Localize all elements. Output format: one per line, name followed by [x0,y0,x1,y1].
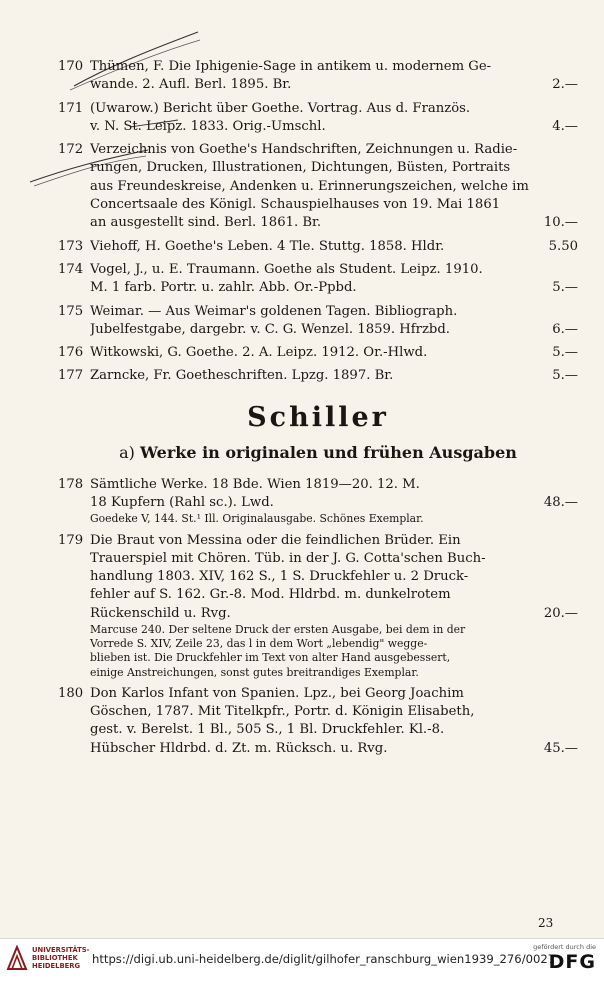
page-url-link[interactable]: https://digi.ub.uni-heidelberg.de/diglit/gilhofer_ranschburg_wien1939_276/0027 [92,952,556,966]
catalog-entry [58,141,578,232]
entry-text: Concertsaale des Königl. Schauspielhauses von 19. Mai 1861 [90,197,501,213]
dfg-caption: gefördert durch die [533,943,596,951]
entry-text: Zarncke, Fr. Goetheschriften. Lpzg. 1897. Br. [90,368,394,384]
entry-line [90,58,578,76]
subsection-heading [58,443,578,462]
catalog-entry [58,532,578,680]
entry-line [90,740,578,758]
catalog-entry [58,344,578,362]
entry-body [90,685,578,758]
entry-number: 174 [58,261,84,277]
schiller-entry-list [58,476,578,758]
entry-text: Sämtliche Werke. 18 Bde. Wien 1819—20. 12. M. [90,476,420,492]
entry-body [90,100,578,137]
entry-text: 18 Kupfern (Rahl sc.). Lwd. [90,495,274,511]
entry-line [90,532,578,550]
entry-number: 172 [58,142,84,158]
entry-line [90,494,578,512]
subsection-title: Werke in originalen und frühen Ausgaben [139,442,517,462]
entry-text: wande. 2. Aufl. Berl. 1895. Br. [90,77,292,93]
entry-line [90,118,578,136]
entry-line [90,261,578,279]
entry-note: blieben ist. Die Druckfehler im Text von alter Hand ausgebessert, [90,651,451,665]
entry-number: 180 [58,685,84,701]
entry-text: gest. v. Berelst. 1 Bl., 505 S., 1 Bl. Druckfehler. Kl.-8. [90,722,445,738]
entry-line [90,586,578,604]
catalog-entry [58,476,578,527]
entry-price: 2.— [552,77,578,93]
entry-number: 178 [58,476,84,492]
entry-line [90,344,578,362]
entry-body [90,141,578,232]
entry-line [90,550,578,568]
dfg-mark: DFG [548,951,596,973]
entry-text: an ausgestellt sind. Berl. 1861. Br. [90,215,322,231]
entry-text: Witkowski, G. Goethe. 2. A. Leipz. 1912. Or.-Hlwd. [90,345,428,361]
entry-line [90,321,578,339]
entry-line [90,100,578,118]
subsection-prefix: a) [119,442,135,462]
entry-line [90,568,578,586]
entry-body [90,58,578,95]
entry-body [90,532,578,680]
entry-text: fehler auf S. 162. Gr.-8. Mod. Hldrbd. m. dunkelrotem [90,587,451,603]
entry-number: 176 [58,345,84,361]
entry-line [90,279,578,297]
entry-body [90,303,578,340]
dfg-logo[interactable] [533,943,596,973]
entry-text: Rückenschild u. Rvg. [90,605,231,621]
catalog-entry [58,367,578,385]
entry-line [90,476,578,494]
entry-line [90,721,578,739]
entries-container [58,58,578,763]
entry-number: 173 [58,238,84,254]
entry-text: handlung 1803. XIV, 162 S., 1 S. Druckfehler u. 2 Druck- [90,569,469,585]
entry-line [90,303,578,321]
entry-text: Die Braut von Messina oder die feindlichen Brüder. Ein [90,532,461,548]
entry-text: Vogel, J., u. E. Traumann. Goethe als Student. Leipz. 1910. [90,261,483,277]
entry-note: Vorrede S. XIV, Zeile 23, das l in dem Wort „lebendig" wegge- [90,637,428,651]
library-seal-icon [6,945,28,971]
entry-body [90,367,578,385]
entry-price: 20.— [543,605,578,621]
entry-line [90,196,578,214]
entry-text: Göschen, 1787. Mit Titelkpfr., Portr. d. Königin Elisabeth, [90,704,475,720]
entry-text: Thümen, F. Die Iphigenie-Sage in antikem u. modernem Ge- [90,59,492,74]
entry-body [90,238,578,256]
entry-text: Don Karlos Infant von Spanien. Lpz., bei Georg Joachim [90,685,464,701]
entry-price: 48.— [543,495,578,511]
entry-body [90,261,578,298]
entry-price: 5.— [552,280,578,296]
entry-note: Marcuse 240. Der seltene Druck der ersten Ausgabe, bei dem in der [90,623,466,637]
page-number: 23 [538,916,554,930]
library-logo[interactable] [6,945,90,971]
entry-body [90,476,578,527]
entry-text: v. N. St. Leipz. 1833. Orig.-Umschl. [90,118,326,134]
entry-number: 171 [58,100,84,116]
entry-text: M. 1 farb. Portr. u. zahlr. Abb. Or.-Ppbd. [90,280,357,296]
catalog-entry [58,685,578,758]
entry-line [90,238,578,256]
entry-text: Trauerspiel mit Chören. Tüb. in der J. G. Cotta'schen Buch- [90,550,486,566]
entry-line [90,367,578,385]
entry-text: rungen, Drucken, Illustrationen, Dichtungen, Büsten, Portraits [90,160,511,176]
entry-note: einige Anstreichungen, sonst gutes breitrandiges Exemplar. [90,665,419,679]
entry-text: Weimar. — Aus Weimar's goldenen Tagen. Bibliograph. [90,303,458,319]
entry-line [90,159,578,177]
entry-number: 175 [58,303,84,319]
entry-number: 170 [58,59,84,74]
catalog-entry [58,261,578,298]
entry-number: 177 [58,368,84,384]
entry-line [90,605,578,623]
entry-price: 5.50 [548,238,578,254]
entry-price: 6.— [552,321,578,337]
entry-price: 5.— [552,368,578,384]
entry-text: (Uwarow.) Bericht über Goethe. Vortrag. Aus d. Französ. [90,100,471,116]
entry-text: Viehoff, H. Goethe's Leben. 4 Tle. Stuttg. 1858. Hldr. [90,238,445,254]
catalog-entry [58,58,578,95]
entry-line [90,178,578,196]
entry-text: Jubelfestgabe, dargebr. v. C. G. Wenzel. 1859. Hfrzbd. [90,321,450,337]
entry-price: 10.— [543,215,578,231]
entry-price: 5.— [552,345,578,361]
logo-line: HEIDELBERG [32,962,81,970]
viewer-footer [0,938,604,983]
entry-price: 4.— [552,118,578,134]
entry-line [90,214,578,232]
logo-line: BIBLIOTHEK [32,954,78,962]
entry-note: Goedeke V, 144. St.¹ Ill. Originalausgabe. Schönes Exemplar. [90,512,424,526]
logo-text [32,946,90,970]
entry-number: 179 [58,532,84,548]
section-heading: Schiller [247,401,389,433]
entry-text: Verzeichnis von Goethe's Handschriften, Zeichnungen u. Radie- [90,142,518,158]
entry-line [90,76,578,94]
goethe-entry-list [58,58,578,386]
logo-line: UNIVERSITÄTS- [32,946,90,954]
entry-line [90,703,578,721]
entry-text: aus Freundeskreise, Andenken u. Erinnerungszeichen, welche im [90,178,529,194]
catalog-entry [58,303,578,340]
entry-text: Hübscher Hldrbd. d. Zt. m. Rücksch. u. Rvg. [90,740,388,756]
catalog-entry [58,100,578,137]
entry-body [90,344,578,362]
entry-line [90,141,578,159]
entry-price: 45.— [543,740,578,756]
entry-line [90,685,578,703]
catalog-entry [58,238,578,256]
